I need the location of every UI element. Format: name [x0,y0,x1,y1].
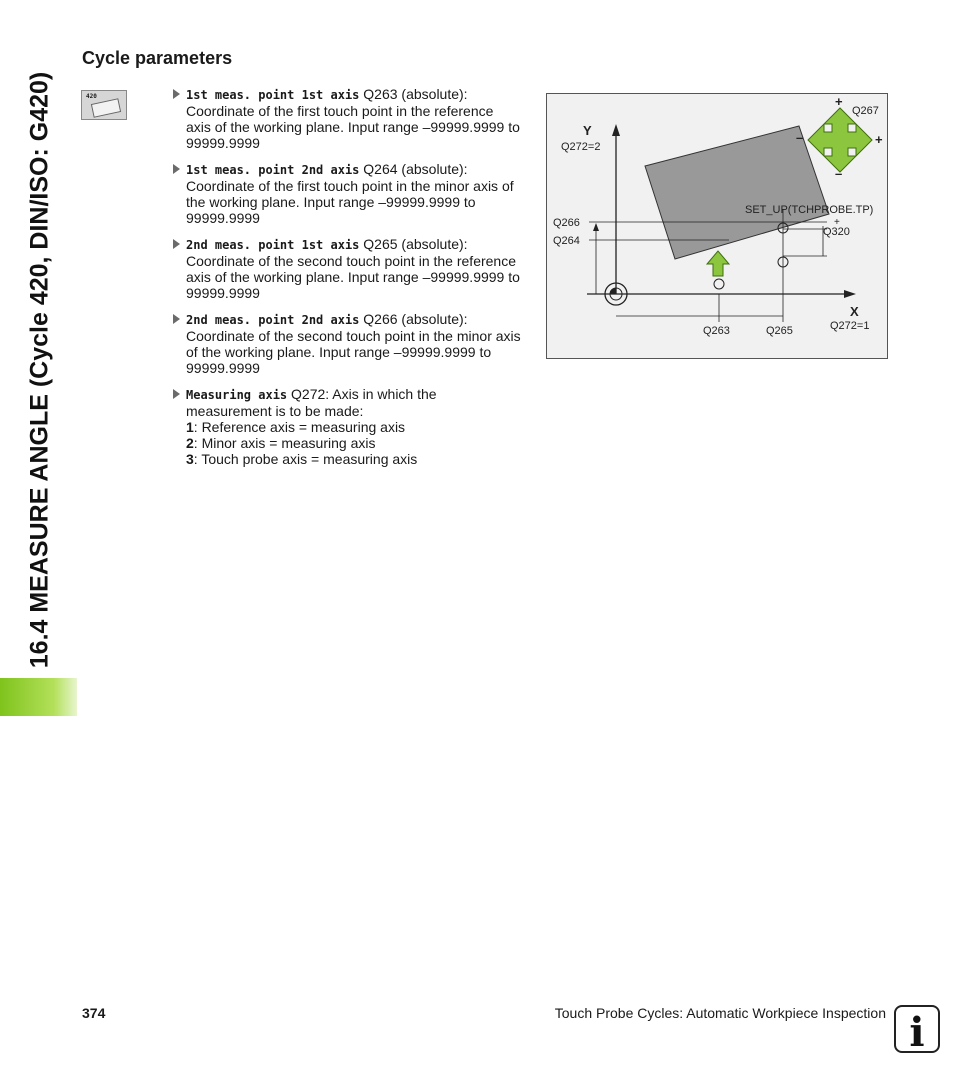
direction-plus-right: + [875,132,883,147]
param-name: 2nd meas. point 1st axis [186,238,360,252]
direction-cross-icon [808,108,872,172]
chapter-tab-marker [0,678,77,716]
q320-label: Q320 [823,226,850,238]
cycle-420-icon [81,90,127,120]
bullet-triangle-icon [173,389,180,399]
option-key: 2 [186,435,194,451]
q266-label: Q266 [553,217,580,229]
param-q266 [172,311,527,376]
dim-arrow-icon [593,223,599,231]
param-name: 1st meas. point 2nd axis [186,163,360,177]
setup-label: SET_UP(TCHPROBE.TP) [745,204,874,216]
param-desc-line: 99999.9999 [186,360,260,376]
param-q-code: Q266 (absolute): [359,311,468,327]
param-name: 2nd meas. point 2nd axis [186,313,360,327]
bullet-triangle-icon [173,314,180,324]
param-desc-line: the working plane. Input range –99999.9999 to [186,194,476,210]
param-q-code: Q272: Axis in which the [287,386,437,402]
direction-plus-top: + [835,94,843,109]
option-key: 3 [186,451,194,467]
param-q265 [172,236,527,301]
touch-point-1-icon [714,279,724,289]
param-option [186,451,527,467]
setup-plus-marker: + [834,217,840,228]
param-name: Measuring axis [186,388,288,402]
y-axis-label: Y [583,123,592,138]
info-glyph-svg [896,1007,938,1051]
option-text: : Reference axis = measuring axis [193,419,406,435]
chapter-side-title [0,0,80,680]
diagram-svg [547,94,887,358]
q263-label: Q263 [703,325,730,337]
param-q264 [172,161,527,226]
param-desc-line: 99999.9999 [186,285,260,301]
param-desc-line: Coordinate of the second touch point in the minor axis [186,328,521,344]
param-desc-line: 99999.9999 [186,210,260,226]
cycle-icon-shape [91,98,121,118]
option-text: : Minor axis = measuring axis [193,435,376,451]
param-desc-line: Coordinate of the first touch point in the reference [186,103,494,119]
param-desc-line: axis of the working plane. Input range –99999.9999 to [186,269,520,285]
option-key: 1 [186,419,194,435]
chapter-title-text: 16.4 MEASURE ANGLE (Cycle 420, DIN/ISO: G420) [25,71,54,669]
footer-title: Touch Probe Cycles: Automatic Workpiece Inspection [554,1005,886,1021]
section-heading: Cycle parameters [82,48,233,68]
param-q-code: Q265 (absolute): [359,236,468,252]
page-number: 374 [82,1005,106,1021]
param-desc-line: of the working plane. Input range –99999.9999 to [186,344,492,360]
x-axis-label: X [850,304,859,319]
bullet-triangle-icon [173,164,180,174]
parameter-list [172,86,527,477]
param-q272 [172,386,527,467]
param-desc-line: measurement is to be made: [186,403,364,419]
x-axis-arrow-icon [844,290,856,298]
probe-direction-arrow-icon [707,251,729,276]
y-axis-option-label: Q272=2 [561,141,601,153]
param-q263 [172,86,527,151]
direction-minus-bottom: – [835,166,843,181]
param-q-code: Q264 (absolute): [359,161,468,177]
q265-label: Q265 [766,325,793,337]
y-axis-arrow-icon [612,124,620,136]
option-text: : Touch probe axis = measuring axis [193,451,418,467]
param-desc-line: 99999.9999 [186,135,260,151]
q267-label: Q267 [852,105,879,117]
datum-origin-fill [610,288,616,294]
q264-label: Q264 [553,235,580,247]
cycle-icon-label: 420 [86,93,97,100]
info-glyph: i [909,1009,925,1051]
param-desc-line: Coordinate of the first touch point in the minor axis of [186,178,514,194]
bullet-triangle-icon [173,239,180,249]
param-option [186,419,527,435]
param-option [186,435,527,451]
measure-angle-diagram [546,93,888,359]
param-q-code: Q263 (absolute): [359,86,468,102]
x-axis-option-label: Q272=1 [830,320,870,332]
workpiece-shape [645,126,829,259]
param-desc-line: Coordinate of the second touch point in the reference [186,253,516,269]
direction-minus-left: – [796,130,804,145]
param-name: 1st meas. point 1st axis [186,88,360,102]
bullet-triangle-icon [173,89,180,99]
param-desc-line: axis of the working plane. Input range –99999.9999 to [186,119,520,135]
info-icon [894,1005,940,1053]
